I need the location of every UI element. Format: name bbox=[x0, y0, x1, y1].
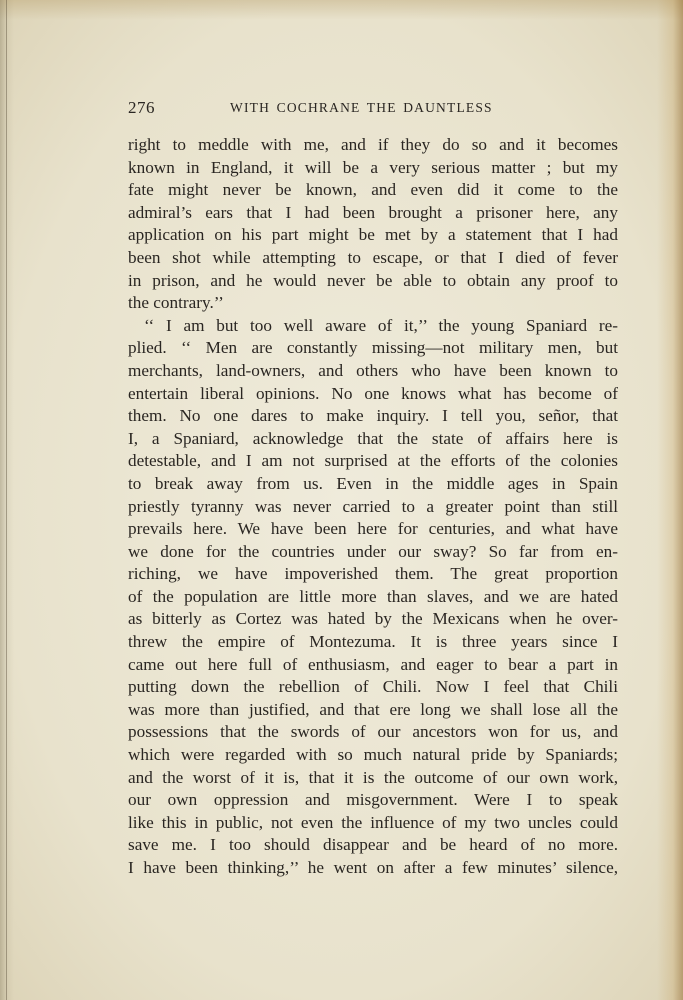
text-line: in prison, and he would never be able to obtain any proof to bbox=[128, 270, 618, 290]
text-line: priestly tyranny was never carried to a greater point than still bbox=[128, 496, 618, 516]
text-line: plied. ‘‘ Men are constantly missing—not military men, but bbox=[128, 338, 618, 358]
text-line: like this in public, not even the influence of my two uncles could bbox=[128, 812, 618, 832]
text-line: which were regarded with so much natural pride by Spaniards; bbox=[128, 745, 618, 765]
text-line: as bitterly as Cortez was hated by the Mexicans when he over- bbox=[128, 609, 618, 629]
text-line: possessions that the swords of our ancestors won for us, and bbox=[128, 722, 618, 742]
text-line: we done for the countries under our sway? So far from en- bbox=[128, 541, 618, 561]
text-line: right to meddle with me, and if they do so and it becomes bbox=[128, 135, 618, 154]
running-head: WITH COCHRANE THE DAUNTLESS bbox=[230, 100, 493, 115]
body-text bbox=[128, 134, 618, 880]
text-line: them. No one dares to make inquiry. I tell you, señor, that bbox=[128, 406, 618, 426]
text-line: application on his part might be met by a statement that I had bbox=[128, 225, 618, 245]
text-line: admiral’s ears that I had been brought a prisoner here, any bbox=[128, 202, 618, 222]
text-line: been shot while attempting to escape, or that I died of fever bbox=[128, 247, 618, 267]
text-line: our own oppression and misgovernment. Were I to speak bbox=[128, 790, 618, 810]
text-line: putting down the rebellion of Chili. Now I feel that Chili bbox=[128, 677, 618, 697]
text-line: riching, we have impoverished them. The great proportion bbox=[128, 564, 618, 584]
text-line: entertain liberal opinions. No one knows what has become of bbox=[128, 383, 618, 403]
text-line: was more than justified, and that ere long we shall lose all the bbox=[128, 699, 618, 719]
text-line: of the population are little more than slaves, and we are hated bbox=[128, 586, 618, 606]
text-line: and the worst of it is, that it is the outcome of our own work, bbox=[128, 767, 618, 787]
text-line: to break away from us. Even in the middle ages in Spain bbox=[128, 473, 618, 493]
text-line: fate might never be known, and even did it come to the bbox=[128, 180, 618, 200]
text-line: I have been thinking,’’ he went on after a few minutes’ silence, bbox=[128, 858, 618, 877]
page-edge-line bbox=[6, 0, 7, 1000]
page-header bbox=[128, 98, 618, 120]
text-line: threw the empire of Montezuma. It is three years since I bbox=[128, 632, 618, 652]
text-line: merchants, land-owners, and others who have been known to bbox=[128, 360, 618, 380]
text-line: detestable, and I am not surprised at the efforts of the colonies bbox=[128, 451, 618, 471]
text-line: ‘‘ I am but too well aware of it,’’ the young Spaniard re- bbox=[144, 315, 618, 335]
text-line: prevails here. We have been here for centuries, and what have bbox=[128, 519, 618, 539]
text-line: I, a Spaniard, acknowledge that the state of affairs here is bbox=[128, 428, 618, 448]
text-line: known in England, it will be a very serious matter ; but my bbox=[128, 157, 618, 177]
text-line: came out here full of enthusiasm, and eager to bear a part in bbox=[128, 654, 618, 674]
text-line: the contrary.’’ bbox=[128, 293, 224, 313]
text-line: save me. I too should disappear and be heard of no more. bbox=[128, 835, 618, 855]
page-number: 276 bbox=[128, 98, 155, 117]
